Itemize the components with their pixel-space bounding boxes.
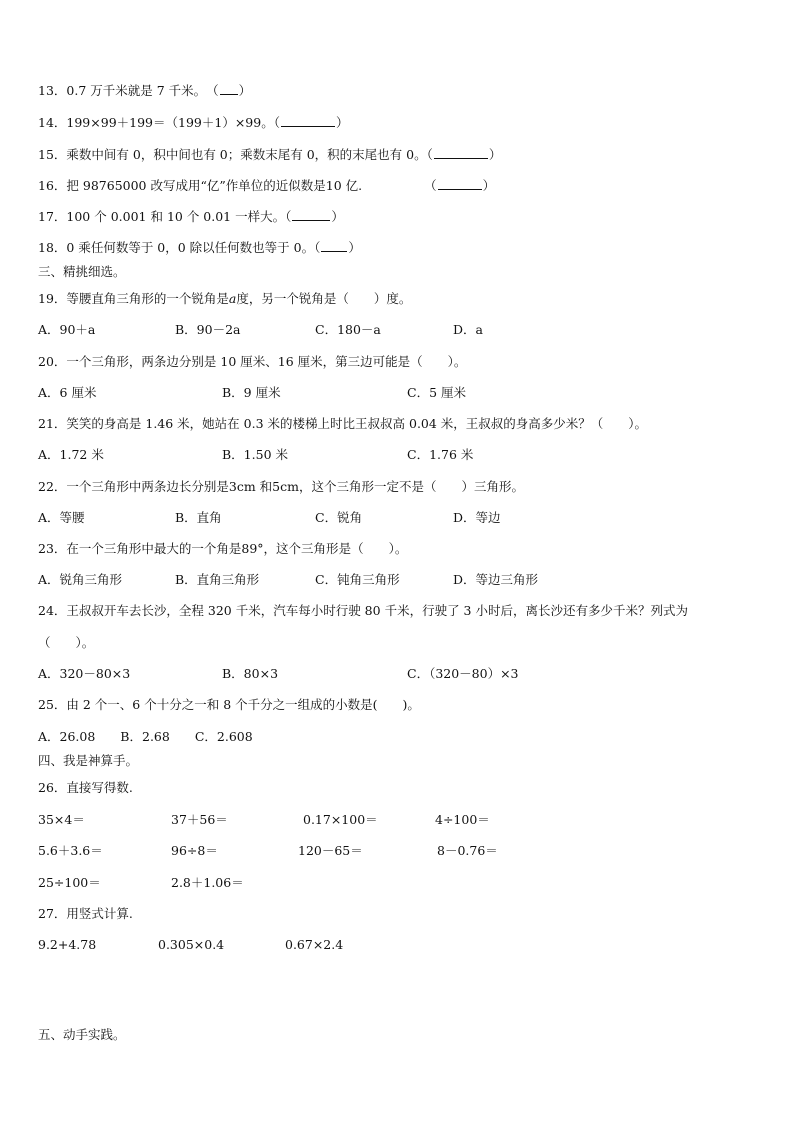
section-heading-5: 五、动手实践。 [38, 1027, 126, 1042]
question-24: 24．王叔叔开车去长沙，全程 320 千米，汽车每小时行驶 80 千米，行驶了 3 小时后，离长沙还有多少千米？列式为 [38, 603, 688, 618]
option-d[interactable]: D．等边 [453, 510, 501, 525]
question-24-continued: （ ）。 [38, 635, 95, 650]
calc-item: 35×4＝ [38, 812, 85, 827]
option-d[interactable]: D．a [453, 322, 483, 337]
options-row[interactable]: A．26.08 B．2.68 C．2.608 [38, 729, 253, 744]
calc-item: 5.6＋3.6＝ [38, 843, 103, 858]
bracket-open: （ [424, 178, 437, 193]
question-text: 19．等腰直角三角形的一个锐角是 [38, 291, 229, 306]
answer-blank[interactable] [292, 209, 330, 221]
question-13 [38, 83, 251, 99]
option-a[interactable]: A．6 厘米 [38, 385, 97, 400]
option-a[interactable]: A．320－80×3 [38, 666, 131, 681]
bracket-close: ） [331, 209, 344, 224]
option-a[interactable]: A．1.72 米 [38, 447, 104, 462]
calc-item: 8－0.76＝ [437, 843, 498, 858]
question-text: 0 乘任何数等于 0，0 除以任何数也等于 0。（ [66, 240, 321, 255]
bracket-close: ） [488, 147, 502, 162]
question-18 [38, 240, 361, 256]
calc-item: 0.17×100＝ [303, 812, 378, 827]
option-c[interactable]: C．180－a [315, 322, 381, 337]
question-20: 20．一个三角形，两条边分别是 10 厘米、16 厘米，第三边可能是（ ）。 [38, 354, 467, 369]
option-b[interactable]: B．90－2a [175, 322, 241, 337]
question-number: 15． [38, 147, 67, 162]
option-d[interactable]: D．等边三角形 [453, 572, 539, 587]
calc-item: 2.8＋1.06＝ [171, 875, 244, 890]
question-25: 25．由 2 个一、6 个十分之一和 8 个千分之一组成的小数是( )。 [38, 697, 420, 712]
vertical-calc-item: 0.67×2.4 [285, 937, 344, 952]
calc-item: 96÷8＝ [171, 843, 218, 858]
option-a[interactable]: A．等腰 [38, 510, 85, 525]
bracket-close: ） [348, 240, 361, 255]
question-text: 把 98765000 改写成用“亿”作单位的近似数是10 亿. [66, 178, 363, 193]
answer-blank[interactable] [220, 83, 238, 95]
bracket-close: ） [482, 178, 496, 193]
answer-blank[interactable] [321, 240, 347, 252]
option-a[interactable]: A．90＋a [38, 322, 96, 337]
option-b[interactable]: B．直角三角形 [175, 572, 260, 587]
option-c[interactable]: C．1.76 米 [407, 447, 474, 462]
question-21: 21．笑笑的身高是 1.46 米，她站在 0.3 米的楼梯上时比王叔叔高 0.04 米，王叔叔的身高多少米？（ ）。 [38, 416, 648, 431]
calc-item: 4÷100＝ [435, 812, 490, 827]
option-c[interactable]: C．钝角三角形 [315, 572, 400, 587]
question-16 [38, 178, 495, 194]
question-19 [38, 291, 411, 307]
section-heading-3: 三、精挑细选。 [38, 264, 126, 279]
question-26: 26．直接写得数. [38, 780, 133, 795]
question-17 [38, 209, 344, 225]
option-b[interactable]: B．9 厘米 [222, 385, 281, 400]
variable-a: a [228, 291, 237, 306]
question-number: 18． [38, 240, 67, 255]
answer-blank[interactable] [281, 115, 335, 127]
question-number: 14． [38, 115, 67, 130]
bracket-close: ） [335, 115, 349, 130]
question-27: 27．用竖式计算. [38, 906, 133, 921]
question-number: 17． [38, 209, 67, 224]
vertical-calc-item: 0.305×0.4 [158, 937, 225, 952]
question-text: 0.7 万千米就是 7 千米。 （ [66, 83, 219, 98]
option-b[interactable]: B．80×3 [222, 666, 279, 681]
option-c[interactable]: C．（320－80）×3 [407, 666, 519, 681]
question-text: 度，另一个锐角是（ ）度。 [236, 291, 412, 306]
question-15 [38, 147, 501, 163]
question-text: 199×99＋199＝（199＋1）×99。（ [66, 115, 280, 130]
question-number: 13． [38, 83, 67, 98]
question-22: 22．一个三角形中两条边长分别是3cm 和5cm，这个三角形一定不是（ ）三角形。 [38, 479, 524, 494]
question-number: 16． [38, 178, 67, 193]
option-c[interactable]: C．锐角 [315, 510, 363, 525]
question-text: 乘数中间有 0，积中间也有 0；乘数末尾有 0，积的末尾也有 0。（ [66, 147, 433, 162]
option-b[interactable]: B．1.50 米 [222, 447, 288, 462]
bracket-close: ） [238, 83, 252, 98]
calc-item: 37＋56＝ [171, 812, 228, 827]
calc-item: 120－65＝ [298, 843, 363, 858]
question-23: 23．在一个三角形中最大的一个角是89°，这个三角形是（ ）。 [38, 541, 408, 556]
vertical-calc-item: 9.2+4.78 [38, 937, 97, 952]
question-14 [38, 115, 348, 131]
option-c[interactable]: C．5 厘米 [407, 385, 466, 400]
answer-blank[interactable] [438, 178, 482, 190]
option-a[interactable]: A．锐角三角形 [38, 572, 123, 587]
option-b[interactable]: B．直角 [175, 510, 222, 525]
calc-item: 25÷100＝ [38, 875, 101, 890]
section-heading-4: 四、我是神算手。 [38, 753, 139, 768]
question-text: 100 个 0.001 和 10 个 0.01 一样大。（ [66, 209, 292, 224]
answer-blank[interactable] [434, 147, 488, 159]
